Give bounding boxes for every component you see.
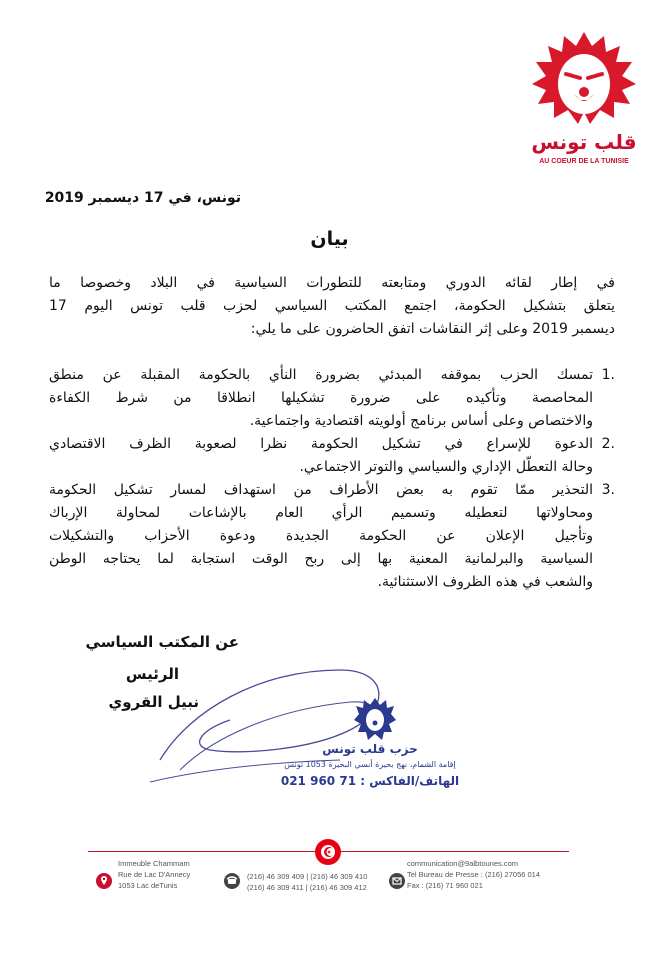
signatory-office: عن المكتب السياسي xyxy=(85,633,239,651)
signatory-role: الرئيس xyxy=(125,665,179,683)
footer-address-line: Immeuble Chammam xyxy=(118,859,190,868)
list-item xyxy=(49,433,615,479)
email-phone-icon xyxy=(389,873,405,889)
list-item xyxy=(49,364,615,433)
item-line: الدعوة للإسراع في تشكيل الحكومة نظرا لصعوبة الظرف الاقتصادي xyxy=(49,436,593,452)
location-pin-icon xyxy=(96,873,112,889)
footer-address-line: Rue de Lac D'Annecy xyxy=(118,870,191,879)
intro-line: في إطار لقائه الدوري ومتابعته للتطورات السياسية في البلاد وخصوصا ما xyxy=(49,275,615,291)
document-date: تونس، في 17 ديسمبر 2019 xyxy=(44,190,241,206)
intro-paragraph xyxy=(49,272,615,341)
tunisia-flag-icon xyxy=(314,838,342,866)
phone-icon xyxy=(224,873,240,889)
footer-phone-line: (216) 46 309 409 | (216) 46 309 410 xyxy=(247,872,368,881)
footer-address xyxy=(118,858,190,891)
party-stamp xyxy=(270,690,470,800)
list-item xyxy=(49,479,615,594)
stamp-lion-icon xyxy=(354,696,396,742)
signatory-name: نبيل القروي xyxy=(108,693,199,711)
item-number: 3. xyxy=(601,482,615,498)
item-line: التحذير ممّا تقوم به بعض الأطراف من استهداف لمسار تشكيل الحكومة xyxy=(49,482,593,498)
footer-contact xyxy=(407,858,540,891)
logo-tagline: AU COEUR DE LA TUNISIE xyxy=(539,158,629,165)
item-line: تمسك الحزب بموقفه المبدئي بضرورة النأي بالحكومة المقبلة عن منطق xyxy=(49,367,593,383)
item-line: وتأجيل الإعلان عن الحكومة الجديدة ودعوة الأحزاب والتشكيلات xyxy=(49,528,593,544)
footer-phone-line: (216) 46 309 411 | (216) 46 309 412 xyxy=(247,883,367,892)
item-line: ومحاولاتها لتعطيله وتسميم الرأي العام بالإشاعات لمحاولة الإرباك xyxy=(49,505,593,521)
item-line: والاختصاص وعلى أساس برنامج أولويته اقتصادية واجتماعية. xyxy=(249,413,593,429)
document-title: بيان xyxy=(310,228,349,250)
lion-icon xyxy=(528,28,640,140)
stamp-phone: الهاتف/الفاكس : 71 960 021 xyxy=(280,774,460,788)
stamp-party-name: حزب قلب تونس xyxy=(322,742,418,756)
intro-line: يتعلق بتشكيل الحكومة، اجتمع المكتب السياسي لحزب قلب تونس اليوم 17 xyxy=(49,298,615,314)
item-line: السياسية والبرلمانية المعنية بها إلى ربح الوقت استجابة لما يحتاجه الوطن xyxy=(49,551,593,567)
signature-block xyxy=(39,628,239,716)
resolution-list xyxy=(49,364,615,594)
logo-name: قلب تونس xyxy=(531,130,637,154)
footer-phones xyxy=(247,871,367,893)
footer-press-phone: Tel Bureau de Presse : (216) 27056 014 xyxy=(407,870,541,879)
item-line: وحالة التعطّل الإداري والسياسي والتوتر الاجتماعي. xyxy=(299,459,593,475)
item-number: 1. xyxy=(601,367,615,383)
party-logo xyxy=(528,28,640,173)
item-line: المحاصصة وتأكيده على ضرورة تشكيلها انطلاقا من شرط الكفاءة xyxy=(49,390,593,406)
footer-address-line: 1053 Lac deTunis xyxy=(118,881,178,890)
footer-email[interactable]: communication@9albtounes.com xyxy=(407,859,519,868)
item-line: والشعب في هذه الظروف الاستثنائية. xyxy=(377,574,593,590)
stamp-address: إقامة الشمام، نهج بحيرة أنسي البحيرة 1053 تونس xyxy=(284,760,456,769)
footer-fax: Fax : (216) 71 960 021 xyxy=(407,881,483,890)
intro-line: ديسمبر 2019 وعلى إثر النقاشات اتفق الحاضرون على ما يلي: xyxy=(250,321,615,337)
item-number: 2. xyxy=(601,436,615,452)
